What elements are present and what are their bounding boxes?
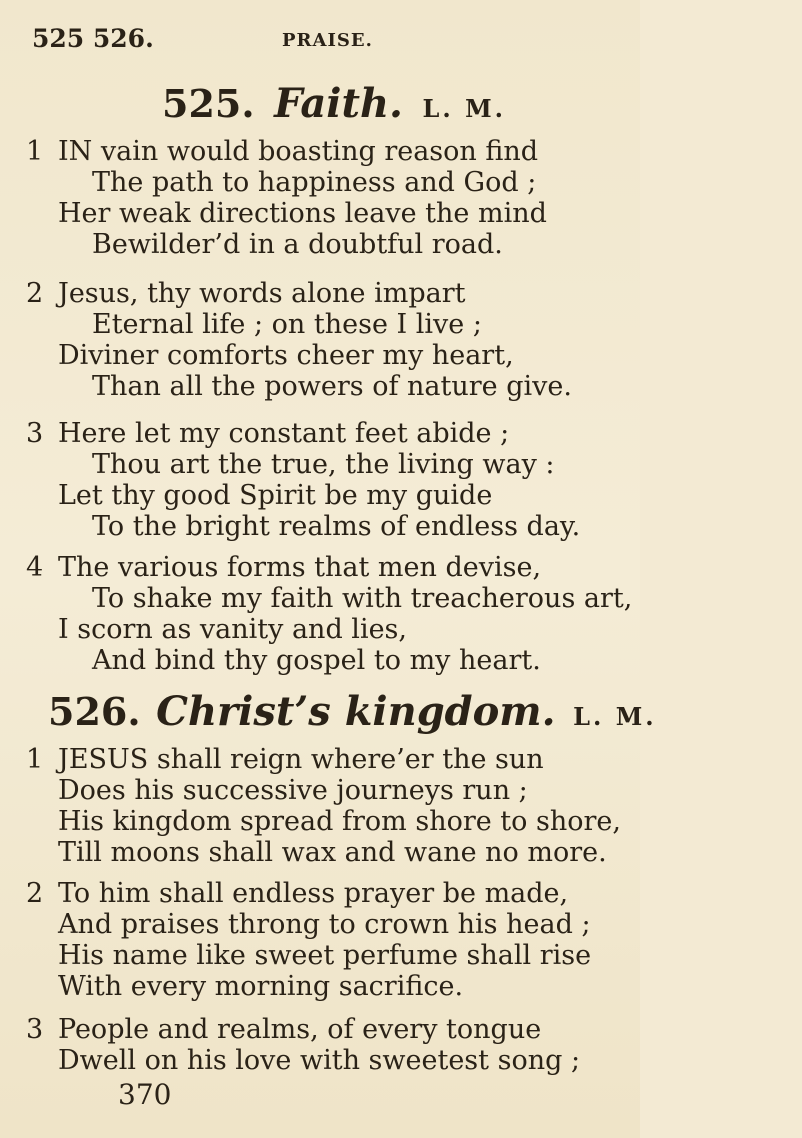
verse-line: To the bright realms of endless day. xyxy=(92,511,581,542)
verse-number: 1 xyxy=(26,136,44,167)
verse-line: Than all the powers of nature give. xyxy=(92,371,572,402)
verse-line: With every morning sacrifice. xyxy=(58,971,464,1002)
verse-line: I scorn as vanity and lies, xyxy=(58,614,407,645)
line-text: Here let my constant feet abide ; xyxy=(58,418,510,449)
verse xyxy=(26,1014,620,1076)
verse-line: Does his successive journeys run ; xyxy=(58,775,528,806)
hymn-meter: L. M. xyxy=(422,94,507,123)
verse-number: 3 xyxy=(26,418,44,449)
verse-number: 2 xyxy=(26,878,44,909)
line-text: JESUS shall reign where’er the sun xyxy=(58,744,544,775)
verse xyxy=(26,552,633,676)
hymn-range: 525 526. xyxy=(32,24,154,53)
line-text: IN vain would boasting reason find xyxy=(58,136,539,167)
verse-line: To shake my faith with treacherous art, xyxy=(92,583,633,614)
running-head xyxy=(32,24,610,54)
verse-line: Eternal life ; on these I live ; xyxy=(92,309,482,340)
hymn-number: 526. xyxy=(48,689,141,734)
verse-number: 1 xyxy=(26,744,44,775)
line-text: The various forms that men devise, xyxy=(58,552,542,583)
verse-line xyxy=(26,744,620,775)
verse xyxy=(26,278,620,402)
verse-line: Let thy good Spirit be my guide xyxy=(58,480,493,511)
hymn-name: Christ’s kingdom. xyxy=(156,688,556,735)
verse xyxy=(26,418,620,542)
verse-line xyxy=(26,1014,620,1045)
verse-line: Her weak directions leave the mind xyxy=(58,198,547,229)
verse-line: Diviner comforts cheer my heart, xyxy=(58,340,514,371)
line-text: Jesus, thy words alone impart xyxy=(58,278,466,309)
verse-number: 3 xyxy=(26,1014,44,1045)
verse-line xyxy=(26,878,620,909)
verse-number: 2 xyxy=(26,278,44,309)
section-title: PRAISE. xyxy=(282,30,373,51)
hymn-title xyxy=(0,688,688,735)
verse xyxy=(26,136,620,260)
verse xyxy=(26,744,620,868)
verse-line xyxy=(26,552,620,583)
line-text: People and realms, of every tongue xyxy=(58,1014,542,1045)
hymn-name: Faith. xyxy=(274,80,403,127)
verse-number: 4 xyxy=(26,552,44,583)
verse-line: His name like sweet perfume shall rise xyxy=(58,940,592,971)
page-number: 370 xyxy=(118,1078,172,1111)
verse-line: And praises throng to crown his head ; xyxy=(58,909,591,940)
verse xyxy=(26,878,620,1002)
verse-line: And bind thy gospel to my heart. xyxy=(92,645,541,676)
line-text: To him shall endless prayer be made, xyxy=(58,878,569,909)
verse-line: The path to happiness and God ; xyxy=(92,167,537,198)
verse-line: Bewilder’d in a doubtful road. xyxy=(92,229,503,260)
verse-line: His kingdom spread from shore to shore, xyxy=(58,806,621,837)
verse-line: Thou art the true, the living way : xyxy=(92,449,555,480)
verse-line: Till moons shall wax and wane no more. xyxy=(58,837,607,868)
verse-line xyxy=(26,418,620,449)
hymn-meter: L. M. xyxy=(573,702,657,731)
hymn-title xyxy=(0,80,802,127)
verse-line: Dwell on his love with sweetest song ; xyxy=(58,1045,581,1076)
verse-line xyxy=(26,278,620,309)
hymn-number: 525. xyxy=(162,81,255,126)
verse-line xyxy=(26,136,620,167)
